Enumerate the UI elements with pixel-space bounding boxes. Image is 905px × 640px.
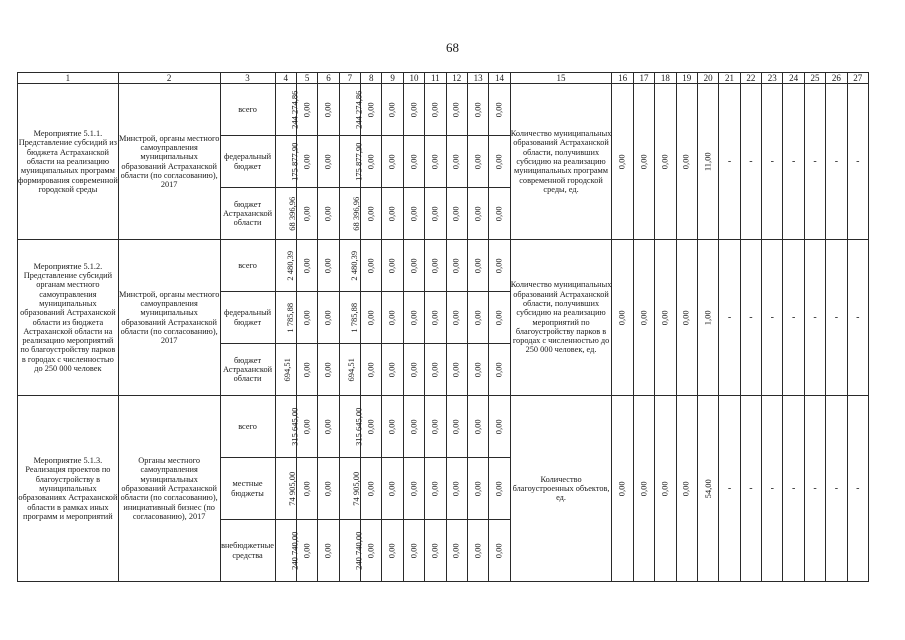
funding-cell-c4 xyxy=(275,188,296,240)
funding-source: бюджет Астраханской области xyxy=(220,344,275,396)
funding-cell-c11-value: 0,00 xyxy=(429,258,440,274)
col-num: 22 xyxy=(740,73,761,84)
funding-cell-c14 xyxy=(489,292,510,344)
indicator-cell-c23: - xyxy=(762,84,783,240)
funding-cell-c6-value: 0,00 xyxy=(322,258,333,274)
indicator-cell-c17-value: 0,00 xyxy=(638,154,649,170)
funding-cell-c7-value: 1 785,88 xyxy=(348,302,359,333)
funding-cell-c6-value: 0,00 xyxy=(322,310,333,326)
funding-cell-c10-value: 0,00 xyxy=(408,543,419,559)
funding-cell-c11-value: 0,00 xyxy=(429,102,440,118)
funding-cell-c13-value: 0,00 xyxy=(472,362,483,378)
funding-cell-c8 xyxy=(361,188,382,240)
col-num: 18 xyxy=(655,73,676,84)
col-num: 14 xyxy=(489,73,510,84)
col-num: 21 xyxy=(719,73,740,84)
col-num: 27 xyxy=(847,73,868,84)
indicator-cell-c18-value: 0,00 xyxy=(659,154,670,170)
funding-cell-c12 xyxy=(446,520,467,582)
funding-cell-c12-value: 0,00 xyxy=(450,362,461,378)
funding-cell-c11 xyxy=(425,458,446,520)
indicator-cell-c17 xyxy=(633,396,654,582)
funding-cell-c10-value: 0,00 xyxy=(408,154,419,170)
col-num: 24 xyxy=(783,73,804,84)
funding-cell-c8 xyxy=(361,344,382,396)
funding-cell-c12 xyxy=(446,292,467,344)
col-num: 6 xyxy=(318,73,339,84)
col-num: 23 xyxy=(762,73,783,84)
funding-cell-c11-value: 0,00 xyxy=(429,154,440,170)
funding-cell-c4 xyxy=(275,292,296,344)
indicator-cell-c18 xyxy=(655,84,676,240)
funding-cell-c4 xyxy=(275,136,299,188)
funding-cell-c13 xyxy=(467,458,488,520)
indicator-cell-c21: - xyxy=(719,84,740,240)
funding-cell-c12-value: 0,00 xyxy=(450,206,461,222)
funding-cell-c8-value: 0,00 xyxy=(365,481,376,497)
funding-cell-c11-value: 0,00 xyxy=(429,543,440,559)
funding-cell-c5 xyxy=(296,240,317,292)
indicator-cell-c16-value: 0,00 xyxy=(616,481,627,497)
funding-cell-c8-value: 0,00 xyxy=(365,102,376,118)
funding-cell-c5-value: 0,00 xyxy=(301,258,312,274)
funding-cell-c14 xyxy=(489,136,510,188)
funding-cell-c9 xyxy=(382,396,403,458)
indicator-cell-c17 xyxy=(633,84,654,240)
funding-cell-c12 xyxy=(446,136,467,188)
page-number: 68 xyxy=(446,40,459,55)
funding-cell-c9-value: 0,00 xyxy=(386,206,397,222)
funding-cell-c10-value: 0,00 xyxy=(408,310,419,326)
funding-cell-c7 xyxy=(339,344,360,396)
funding-cell-c6 xyxy=(318,344,339,396)
indicator-cell-c24: - xyxy=(783,396,804,582)
funding-cell-c13 xyxy=(467,292,488,344)
funding-cell-c14-value: 0,00 xyxy=(493,310,504,326)
funding-cell-c7-value: 2 480,39 xyxy=(348,250,359,281)
indicator-cell-c19 xyxy=(676,240,697,396)
funding-cell-c13-value: 0,00 xyxy=(472,310,483,326)
indicator-cell-c20 xyxy=(697,396,718,582)
funding-cell-c9 xyxy=(382,344,403,396)
indicator-cell-c20-value: 11,00 xyxy=(702,152,713,171)
measure-executor: Минстрой, органы местного самоуправления муниципальных образований Астраханской области (по согласованию), 2017 xyxy=(118,240,220,396)
indicator-cell-c20 xyxy=(697,240,718,396)
funding-cell-c10 xyxy=(403,520,424,582)
funding-cell-c9 xyxy=(382,520,403,582)
funding-cell-c10-value: 0,00 xyxy=(408,102,419,118)
funding-cell-c14-value: 0,00 xyxy=(493,362,504,378)
funding-cell-c9-value: 0,00 xyxy=(386,102,397,118)
funding-cell-c7 xyxy=(339,136,364,188)
col-num: 26 xyxy=(826,73,847,84)
indicator-cell-c17-value: 0,00 xyxy=(638,310,649,326)
table-row xyxy=(18,240,869,292)
funding-cell-c10-value: 0,00 xyxy=(408,362,419,378)
funding-cell-c13 xyxy=(467,520,488,582)
measure-name: Мероприятие 5.1.1. Представление субсидий из бюджета Астраханской области на реализацию муниципальных программ формирования современной городской среды xyxy=(18,84,119,240)
funding-cell-c14-value: 0,00 xyxy=(493,258,504,274)
col-num: 13 xyxy=(467,73,488,84)
indicator-cell-c27: - xyxy=(847,240,868,396)
indicator-cell-c25: - xyxy=(804,84,825,240)
funding-cell-c9 xyxy=(382,240,403,292)
funding-cell-c4-value: 240 740,00 xyxy=(288,531,299,570)
funding-cell-c6-value: 0,00 xyxy=(322,362,333,378)
funding-cell-c14 xyxy=(489,240,510,292)
funding-cell-c11-value: 0,00 xyxy=(429,206,440,222)
funding-source: бюджет Астраханской области xyxy=(220,188,275,240)
col-num: 4 xyxy=(275,73,296,84)
col-num: 2 xyxy=(118,73,220,84)
funding-cell-c4-value: 315 645,00 xyxy=(288,407,299,446)
indicator-cell-c20-value: 54,00 xyxy=(702,479,713,499)
funding-cell-c13 xyxy=(467,188,488,240)
indicator-cell-c22: - xyxy=(740,84,761,240)
indicator-cell-c24: - xyxy=(783,84,804,240)
indicator-cell-c27: - xyxy=(847,396,868,582)
indicator-name: Количество благоустроенных объектов, ед. xyxy=(510,396,612,582)
measure-executor: Органы местного самоуправления муниципальных образований Астраханской области (по согласованию), инициативный бизнес (по согласованию), 2017 xyxy=(118,396,220,582)
indicator-cell-c16 xyxy=(612,240,633,396)
col-num: 11 xyxy=(425,73,446,84)
indicator-cell-c16-value: 0,00 xyxy=(616,310,627,326)
funding-cell-c5 xyxy=(296,458,317,520)
funding-cell-c12 xyxy=(446,458,467,520)
measure-name: Мероприятие 5.1.2. Представление субсидий органам местного самоуправления муниципальных образований Астраханской области из бюджета Астраханской области на реализацию мероприятий по благоустройству парков в городах с численностью до 250 000 человек xyxy=(18,240,119,396)
funding-cell-c7-value: 315 645,00 xyxy=(353,407,364,446)
funding-cell-c5-value: 0,00 xyxy=(301,310,312,326)
col-num: 20 xyxy=(697,73,718,84)
funding-source: всего xyxy=(220,396,275,458)
funding-cell-c10-value: 0,00 xyxy=(408,481,419,497)
indicator-cell-c22: - xyxy=(740,240,761,396)
funding-cell-c4 xyxy=(275,344,296,396)
measure-executor: Минстрой, органы местного самоуправления муниципальных образований Астраханской области (по согласованию), 2017 xyxy=(118,84,220,240)
funding-cell-c10 xyxy=(403,396,424,458)
funding-cell-c4-value: 68 396,96 xyxy=(286,196,297,231)
funding-cell-c5-value: 0,00 xyxy=(301,362,312,378)
funding-cell-c12-value: 0,00 xyxy=(450,543,461,559)
col-num: 16 xyxy=(612,73,633,84)
funding-cell-c11-value: 0,00 xyxy=(429,481,440,497)
funding-cell-c8-value: 0,00 xyxy=(365,419,376,435)
funding-cell-c7 xyxy=(339,240,360,292)
indicator-cell-c26: - xyxy=(826,84,847,240)
funding-cell-c8-value: 0,00 xyxy=(365,310,376,326)
funding-cell-c12 xyxy=(446,344,467,396)
indicator-cell-c20-value: 1,00 xyxy=(702,310,713,326)
funding-cell-c14-value: 0,00 xyxy=(493,206,504,222)
funding-cell-c13-value: 0,00 xyxy=(472,258,483,274)
funding-cell-c10 xyxy=(403,240,424,292)
funding-cell-c14 xyxy=(489,188,510,240)
funding-cell-c8-value: 0,00 xyxy=(365,206,376,222)
funding-cell-c6 xyxy=(318,136,339,188)
funding-cell-c4 xyxy=(275,520,299,582)
funding-cell-c6-value: 0,00 xyxy=(322,419,333,435)
funding-cell-c11 xyxy=(425,136,446,188)
funding-cell-c10 xyxy=(403,136,424,188)
funding-source: внебюджетные средства xyxy=(220,520,275,582)
funding-cell-c13-value: 0,00 xyxy=(472,481,483,497)
funding-cell-c11-value: 0,00 xyxy=(429,310,440,326)
funding-cell-c9-value: 0,00 xyxy=(386,362,397,378)
funding-cell-c7 xyxy=(339,396,364,458)
indicator-cell-c19 xyxy=(676,84,697,240)
funding-cell-c11-value: 0,00 xyxy=(429,362,440,378)
funding-cell-c7 xyxy=(339,520,364,582)
funding-cell-c4-value: 2 480,39 xyxy=(284,250,295,281)
funding-cell-c9-value: 0,00 xyxy=(386,481,397,497)
funding-cell-c9 xyxy=(382,458,403,520)
funding-source: всего xyxy=(220,240,275,292)
funding-cell-c14 xyxy=(489,458,510,520)
col-num: 10 xyxy=(403,73,424,84)
funding-cell-c11 xyxy=(425,84,446,136)
funding-cell-c12-value: 0,00 xyxy=(450,419,461,435)
funding-cell-c7-value: 175 877,90 xyxy=(353,142,364,181)
funding-cell-c14-value: 0,00 xyxy=(493,543,504,559)
indicator-cell-c19-value: 0,00 xyxy=(680,310,691,326)
funding-cell-c6 xyxy=(318,458,339,520)
funding-cell-c13 xyxy=(467,240,488,292)
indicator-cell-c19-value: 0,00 xyxy=(680,154,691,170)
col-num: 1 xyxy=(18,73,119,84)
funding-cell-c10 xyxy=(403,458,424,520)
col-num: 17 xyxy=(633,73,654,84)
funding-cell-c10 xyxy=(403,188,424,240)
funding-cell-c14 xyxy=(489,396,510,458)
funding-cell-c5 xyxy=(296,188,317,240)
indicator-cell-c19-value: 0,00 xyxy=(680,481,691,497)
funding-cell-c9-value: 0,00 xyxy=(386,310,397,326)
col-num: 3 xyxy=(220,73,275,84)
funding-cell-c5-value: 0,00 xyxy=(301,481,312,497)
funding-cell-c11 xyxy=(425,240,446,292)
table-row xyxy=(18,396,869,458)
funding-cell-c12-value: 0,00 xyxy=(450,258,461,274)
col-num: 9 xyxy=(382,73,403,84)
funding-cell-c12-value: 0,00 xyxy=(450,154,461,170)
col-num: 25 xyxy=(804,73,825,84)
funding-cell-c12 xyxy=(446,396,467,458)
funding-cell-c5-value: 0,00 xyxy=(301,102,312,118)
funding-cell-c4-value: 244 274,86 xyxy=(288,90,299,129)
funding-cell-c10-value: 0,00 xyxy=(408,258,419,274)
column-number-row xyxy=(18,73,869,84)
indicator-cell-c18 xyxy=(655,396,676,582)
indicator-cell-c20 xyxy=(697,84,718,240)
funding-cell-c4 xyxy=(275,240,296,292)
funding-cell-c14-value: 0,00 xyxy=(493,102,504,118)
indicator-name: Количество муниципальных образований Астраханской области, получивших субсидию на реализацию мероприятий по благоустройству парков в городах с численностью до 250 000 человек, ед. xyxy=(510,240,612,396)
funding-source: местные бюджеты xyxy=(220,458,275,520)
funding-cell-c9-value: 0,00 xyxy=(386,258,397,274)
indicator-cell-c21: - xyxy=(719,396,740,582)
funding-cell-c7-value: 240 740,00 xyxy=(353,531,364,570)
indicator-cell-c24: - xyxy=(783,240,804,396)
funding-cell-c9 xyxy=(382,292,403,344)
funding-cell-c13 xyxy=(467,344,488,396)
funding-cell-c4-value: 694,51 xyxy=(281,357,292,382)
funding-cell-c6-value: 0,00 xyxy=(322,102,333,118)
funding-cell-c6-value: 0,00 xyxy=(322,481,333,497)
funding-cell-c7 xyxy=(339,292,360,344)
col-num: 7 xyxy=(339,73,360,84)
funding-cell-c14-value: 0,00 xyxy=(493,419,504,435)
funding-cell-c6-value: 0,00 xyxy=(322,206,333,222)
funding-cell-c11 xyxy=(425,520,446,582)
funding-cell-c7 xyxy=(339,188,360,240)
indicator-cell-c22: - xyxy=(740,396,761,582)
funding-cell-c13-value: 0,00 xyxy=(472,154,483,170)
funding-cell-c8-value: 0,00 xyxy=(365,258,376,274)
funding-cell-c5-value: 0,00 xyxy=(301,419,312,435)
funding-cell-c9 xyxy=(382,188,403,240)
funding-cell-c4-value: 1 785,88 xyxy=(284,302,295,333)
indicator-cell-c19 xyxy=(676,396,697,582)
funding-cell-c13-value: 0,00 xyxy=(472,102,483,118)
funding-source: федеральный бюджет xyxy=(220,136,275,188)
funding-cell-c11 xyxy=(425,396,446,458)
funding-cell-c4-value: 74 905,00 xyxy=(286,471,297,506)
funding-cell-c5-value: 0,00 xyxy=(301,206,312,222)
funding-cell-c11 xyxy=(425,292,446,344)
indicator-cell-c25: - xyxy=(804,396,825,582)
funding-cell-c12 xyxy=(446,84,467,136)
funding-cell-c9-value: 0,00 xyxy=(386,543,397,559)
funding-cell-c12 xyxy=(446,240,467,292)
funding-cell-c4 xyxy=(275,84,299,136)
indicator-cell-c16 xyxy=(612,396,633,582)
funding-cell-c7-value: 68 396,96 xyxy=(350,196,361,231)
funding-cell-c14 xyxy=(489,520,510,582)
funding-cell-c8 xyxy=(361,292,382,344)
funding-cell-c8-value: 0,00 xyxy=(365,154,376,170)
funding-cell-c6 xyxy=(318,240,339,292)
col-num: 15 xyxy=(510,73,612,84)
indicator-cell-c17 xyxy=(633,240,654,396)
funding-cell-c6 xyxy=(318,396,339,458)
funding-cell-c12-value: 0,00 xyxy=(450,481,461,497)
program-measures-table xyxy=(17,72,869,582)
funding-source: федеральный бюджет xyxy=(220,292,275,344)
indicator-cell-c17-value: 0,00 xyxy=(638,481,649,497)
funding-cell-c5-value: 0,00 xyxy=(301,543,312,559)
funding-cell-c13-value: 0,00 xyxy=(472,543,483,559)
indicator-cell-c26: - xyxy=(826,240,847,396)
col-num: 8 xyxy=(361,73,382,84)
funding-cell-c14-value: 0,00 xyxy=(493,154,504,170)
funding-cell-c5 xyxy=(296,344,317,396)
indicator-cell-c16-value: 0,00 xyxy=(616,154,627,170)
indicator-cell-c21: - xyxy=(719,240,740,396)
funding-cell-c5 xyxy=(296,292,317,344)
funding-cell-c9-value: 0,00 xyxy=(386,154,397,170)
funding-cell-c14 xyxy=(489,84,510,136)
funding-cell-c11 xyxy=(425,344,446,396)
funding-cell-c12-value: 0,00 xyxy=(450,102,461,118)
col-num: 5 xyxy=(296,73,317,84)
funding-cell-c4-value: 175 877,90 xyxy=(288,142,299,181)
funding-cell-c9-value: 0,00 xyxy=(386,419,397,435)
indicator-cell-c27: - xyxy=(847,84,868,240)
funding-cell-c8 xyxy=(361,458,382,520)
funding-cell-c11-value: 0,00 xyxy=(429,419,440,435)
indicator-cell-c18-value: 0,00 xyxy=(659,310,670,326)
funding-cell-c5-value: 0,00 xyxy=(301,154,312,170)
funding-cell-c7-value: 244 274,86 xyxy=(353,90,364,129)
indicator-cell-c18-value: 0,00 xyxy=(659,481,670,497)
funding-cell-c14-value: 0,00 xyxy=(493,481,504,497)
funding-cell-c13 xyxy=(467,84,488,136)
funding-cell-c8-value: 0,00 xyxy=(365,362,376,378)
funding-cell-c10 xyxy=(403,84,424,136)
funding-source: всего xyxy=(220,84,275,136)
table-row xyxy=(18,84,869,136)
funding-cell-c13 xyxy=(467,136,488,188)
indicator-cell-c18 xyxy=(655,240,676,396)
indicator-cell-c25: - xyxy=(804,240,825,396)
funding-cell-c7-value: 694,51 xyxy=(345,357,356,382)
funding-cell-c10-value: 0,00 xyxy=(408,206,419,222)
funding-cell-c11 xyxy=(425,188,446,240)
funding-cell-c4 xyxy=(275,458,296,520)
indicator-cell-c26: - xyxy=(826,396,847,582)
indicator-name: Количество муниципальных образований Астраханской области, получивших субсидию на реализацию муниципальных программ современной городской среды, ед. xyxy=(510,84,612,240)
funding-cell-c9 xyxy=(382,136,403,188)
funding-cell-c9 xyxy=(382,84,403,136)
funding-cell-c12 xyxy=(446,188,467,240)
col-num: 12 xyxy=(446,73,467,84)
funding-cell-c13-value: 0,00 xyxy=(472,419,483,435)
indicator-cell-c23: - xyxy=(762,396,783,582)
funding-cell-c7-value: 74 905,00 xyxy=(350,471,361,506)
funding-cell-c6-value: 0,00 xyxy=(322,543,333,559)
col-num: 19 xyxy=(676,73,697,84)
funding-cell-c13 xyxy=(467,396,488,458)
indicator-cell-c16 xyxy=(612,84,633,240)
funding-cell-c8-value: 0,00 xyxy=(365,543,376,559)
funding-cell-c6-value: 0,00 xyxy=(322,154,333,170)
funding-cell-c6 xyxy=(318,84,339,136)
funding-cell-c4 xyxy=(275,396,299,458)
funding-cell-c12-value: 0,00 xyxy=(450,310,461,326)
funding-cell-c10 xyxy=(403,292,424,344)
funding-cell-c8 xyxy=(361,240,382,292)
funding-cell-c7 xyxy=(339,84,364,136)
measure-name: Мероприятие 5.1.3. Реализация проектов по благоустройству в муниципальных образованиях Астраханской области в рамках иных программ и мероприятий xyxy=(18,396,119,582)
funding-cell-c14 xyxy=(489,344,510,396)
funding-cell-c10-value: 0,00 xyxy=(408,419,419,435)
funding-cell-c13-value: 0,00 xyxy=(472,206,483,222)
funding-cell-c7 xyxy=(339,458,360,520)
funding-cell-c6 xyxy=(318,188,339,240)
funding-cell-c6 xyxy=(318,520,339,582)
funding-cell-c10 xyxy=(403,344,424,396)
funding-cell-c6 xyxy=(318,292,339,344)
indicator-cell-c23: - xyxy=(762,240,783,396)
